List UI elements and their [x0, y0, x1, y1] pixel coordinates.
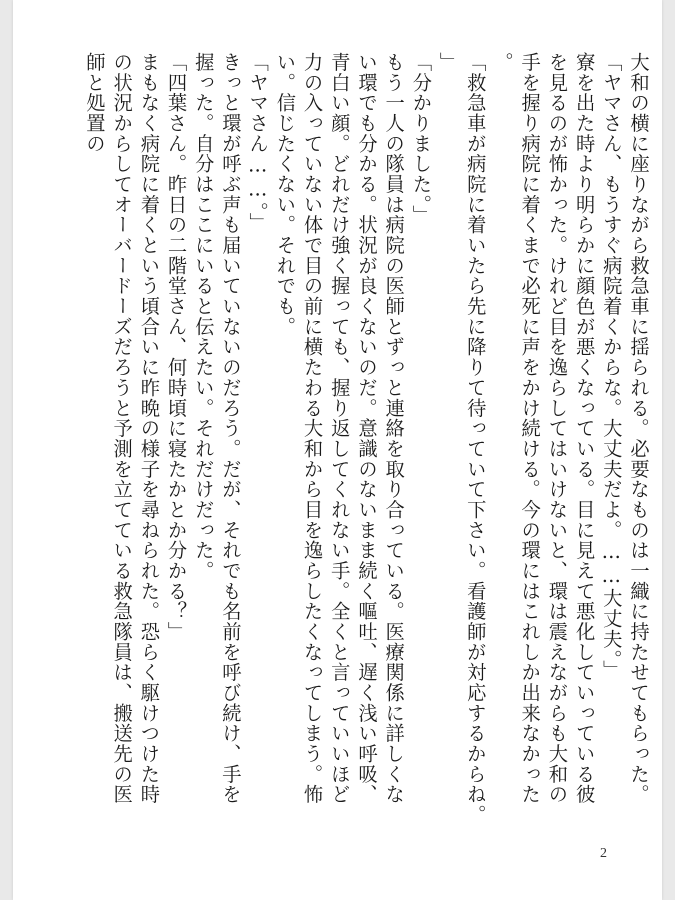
- paragraph: 寮を出た時より明らかに顔色が悪くなっている。目に見えて悪化していっている彼を見るのが怖かった。けれど目を逸らしてはいけないと、環は震えながらも大和の手を握り病院に着くまで必死に声をかけ続ける。今の環にはこれしか出来なかった。: [490, 52, 596, 805]
- dialogue-line: 「救急車が病院に着いたら先に降りて待っていて下さい。看護師が対応するからね。」: [436, 52, 487, 816]
- paragraph: 大和の横に座りながら救急車に揺られる。必要なものは一織に持たせてもらった。: [627, 52, 650, 805]
- paragraph: もう一人の隊員は病院の医師とずっと連絡を取り合っている。医療関係に詳しくない環でも分かる。状況が良くないのだ。意識のないまま続く嘔吐、遅く浅い呼吸、青白い顔。どれだけ強く握っても、握り返してくれない手。全くと言っていいほど力の入っていない体で目の前に横たわる大和から目を逸らしたくなってしまう。怖い。信じたくない。それでも。: [273, 52, 406, 805]
- dialogue-line: 「ヤマさん、もうすぐ病院着くからな。大丈夫だよ。……大丈夫。」: [599, 52, 623, 681]
- dialogue-line: 「ヤマさん……。」: [246, 52, 270, 233]
- paragraph: きっと環が呼ぶ声も届いていないのだろう。だが、それでも名前を呼び続け、手を握った。自分はここにいると伝えたい。それだけだった。: [191, 52, 242, 805]
- dialogue-line: 「分かりました。」: [409, 52, 433, 226]
- dialogue-line: 「四葉さん。昨日の二階堂さん、何時頃に寝たかとか分かる？」: [164, 52, 188, 642]
- book-page: [13, 0, 662, 900]
- page-number: 2: [600, 846, 607, 861]
- vertical-text-body: [82, 52, 652, 824]
- paragraph: まもなく病院に着くという頃合いに昨晩の様子を尋ねられた。恐らく駆けつけた時の状況からしてオーバードーズだろうと予測を立てている救急隊員は、搬送先の医師と処置の: [82, 52, 161, 805]
